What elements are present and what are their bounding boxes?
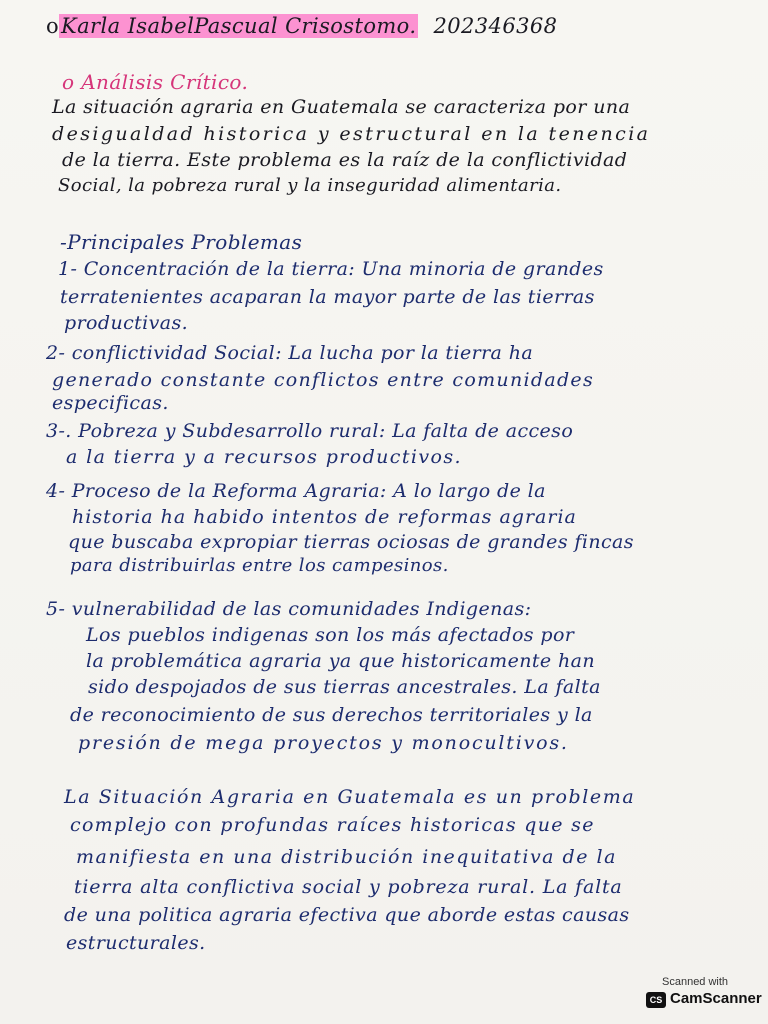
camscanner-name: CamScanner <box>670 990 762 1007</box>
camscanner-logo-icon: CS <box>646 992 666 1008</box>
problem-line: 2- conflictividad Social: La lucha por la tierra ha <box>46 342 534 364</box>
student-id: 202346368 <box>433 14 558 38</box>
problem-line: historia ha habido intentos de reformas agraria <box>72 506 577 528</box>
student-name: Karla IsabelPascual Crisostomo. <box>61 14 417 38</box>
problem-line: generado constante conflictos entre comunidades <box>52 369 595 391</box>
problem-line: 5- vulnerabilidad de las comunidades Indigenas: <box>46 598 532 620</box>
intro-line: de la tierra. Este problema es la raíz de la conflictividad <box>62 149 628 171</box>
problem-line: presión de mega proyectos y monocultivos. <box>78 732 569 754</box>
conclusion-line: de una politica agraria efectiva que aborde estas causas <box>64 904 630 926</box>
problems-title: -Principales Problemas <box>60 230 303 254</box>
camscanner-watermark <box>646 976 762 1012</box>
problem-line: la problemática agraria ya que historicamente han <box>86 650 595 672</box>
problem-line: especificas. <box>52 392 169 414</box>
problem-line: Los pueblos indigenas son los más afectados por <box>86 624 575 646</box>
conclusion-line: La Situación Agraria en Guatemala es un problema <box>64 786 636 808</box>
scanned-with-text: Scanned with <box>662 976 729 988</box>
problem-line: que buscaba expropiar tierras ociosas de grandes fincas <box>68 531 634 553</box>
problem-line: terratenientes acaparan la mayor parte de las tierras <box>60 286 595 308</box>
problem-line: productivas. <box>64 312 189 334</box>
problem-line: sido despojados de sus tierras ancestrales. La falta <box>88 676 601 698</box>
problem-line: a la tierra y a recursos productivos. <box>66 446 462 468</box>
intro-line: desigualdad historica y estructural en la tenencia <box>52 123 651 145</box>
problem-line: 1- Concentración de la tierra: Una minoria de grandes <box>58 258 604 280</box>
header <box>46 14 557 38</box>
conclusion-line: complejo con profundas raíces historicas que se <box>70 814 595 836</box>
conclusion-line: manifiesta en una distribución inequitativa de la <box>76 846 617 868</box>
problem-line: de reconocimiento de sus derechos territoriales y la <box>70 704 593 726</box>
problem-line: 3-. Pobreza y Subdesarrollo rural: La falta de acceso <box>46 420 574 442</box>
problem-line: 4- Proceso de la Reforma Agraria: A lo largo de la <box>46 480 546 502</box>
section-title: o Análisis Crítico. <box>62 70 249 94</box>
conclusion-line: estructurales. <box>66 932 206 954</box>
intro-line: Social, la pobreza rural y la inseguridad alimentaria. <box>58 175 562 196</box>
intro-line: La situación agraria en Guatemala se caracteriza por una <box>52 96 631 118</box>
header-bullet: o <box>46 14 60 38</box>
problem-line: para distribuirlas entre los campesinos. <box>70 555 449 576</box>
conclusion-line: tierra alta conflictiva social y pobreza rural. La falta <box>74 876 623 898</box>
